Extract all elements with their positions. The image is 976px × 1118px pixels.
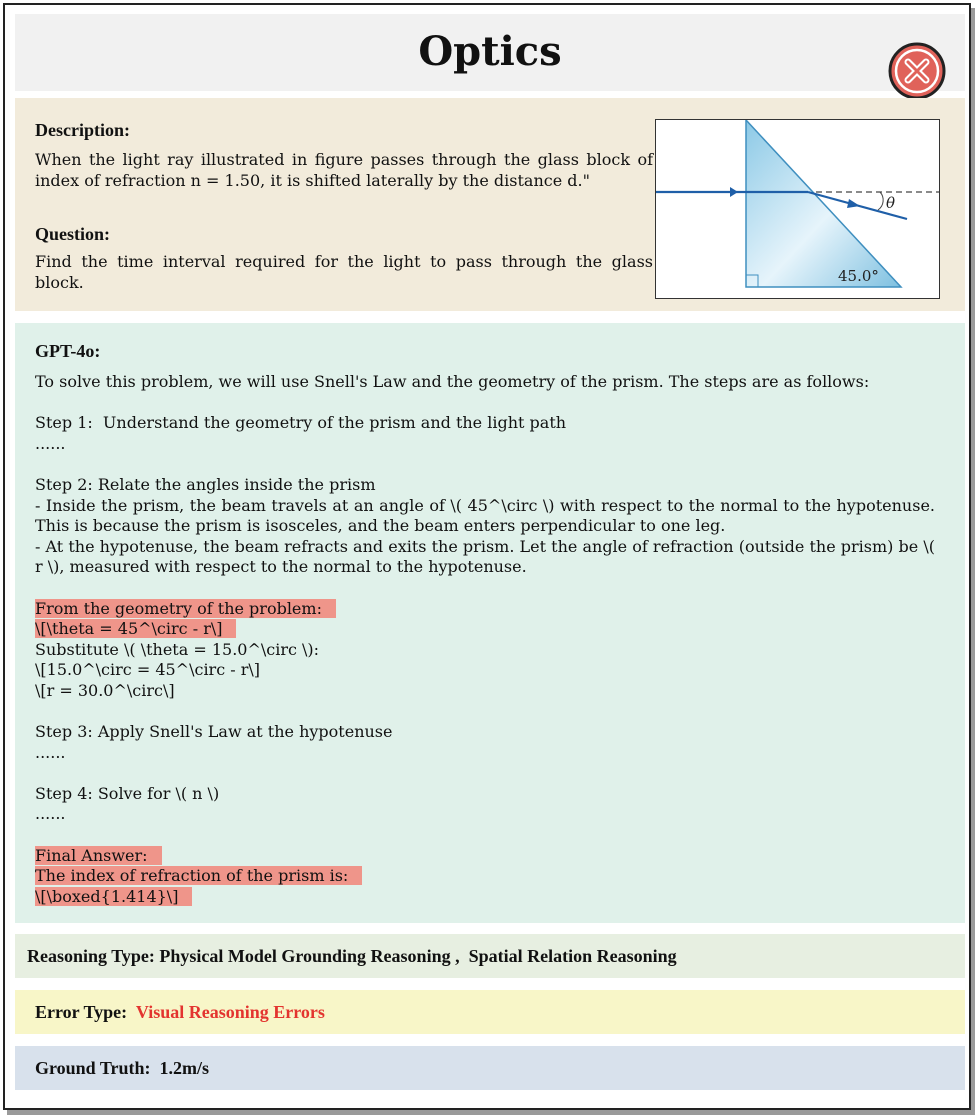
error-type-row — [15, 990, 965, 1034]
highlighted-geometry-line: From the geometry of the problem: — [35, 599, 336, 618]
final-answer-label: Final Answer: — [35, 846, 162, 865]
page-title: Optics — [418, 28, 562, 75]
question-label: Question: — [35, 224, 111, 244]
step2-paragraph-2: - At the hypotenuse, the beam refracts and exits the prism. Let the angle of refraction (outside the prism) be \( r \), measured with respect to the normal to the hypotenuse. — [35, 536, 935, 577]
ray-arrow-1 — [730, 187, 738, 197]
final-answer-text: The index of refraction of the prism is: — [35, 866, 362, 885]
glass-prism — [746, 120, 901, 287]
substitute-equation: \[15.0^\circ = 45^\circ - r\] — [35, 660, 261, 680]
r-equation: \[r = 30.0^\circ\] — [35, 680, 175, 700]
prism-figure — [655, 119, 940, 299]
description-text: When the light ray illustrated in figure passes through the glass block of index of refraction n = 1.50, it is shifted laterally by the distance d." — [35, 150, 653, 190]
problem-panel — [15, 98, 965, 311]
step4-text: Step 4: Solve for \( n \) — [35, 783, 220, 803]
description-label: Description: — [35, 120, 130, 140]
reasoning-type-label: Reasoning Type: — [27, 946, 155, 966]
model-label: GPT-4o: — [35, 341, 101, 361]
step3-text: Step 3: Apply Snell's Law at the hypotenuse — [35, 722, 393, 742]
step3-ellipsis: ...... — [35, 742, 66, 762]
step1-ellipsis: ...... — [35, 433, 66, 453]
header-bar — [15, 14, 965, 91]
close-x-circle-icon[interactable] — [886, 40, 948, 102]
theta-label: θ — [886, 194, 896, 212]
ground-truth-label: Ground Truth: — [35, 1058, 151, 1078]
answer-intro: To solve this problem, we will use Snell's Law and the geometry of the prism. The steps are as follows: — [35, 372, 870, 391]
substitute-line: Substitute \( \theta = 15.0^\circ \): — [35, 639, 320, 659]
step2-paragraph-1: - Inside the prism, the beam travels at an angle of \( 45^\circ \) with respect to the normal to the hypotenuse. This is because the prism is isosceles, and the beam enters perpendicular to one leg. — [35, 495, 935, 536]
step4-ellipsis: ...... — [35, 804, 66, 824]
reasoning-type-row — [15, 934, 965, 978]
final-answer-value: \[\boxed{1.414}\] — [35, 887, 192, 906]
model-answer-panel — [15, 323, 965, 923]
angle-label: 45.0° — [838, 267, 879, 285]
theta-arc — [878, 192, 883, 210]
reasoning-type-value: Physical Model Grounding Reasoning , Spatial Relation Reasoning — [159, 946, 677, 966]
ground-truth-value: 1.2m/s — [159, 1058, 210, 1078]
error-type-label: Error Type: — [35, 1002, 128, 1022]
step1-text: Step 1: Understand the geometry of the prism and the light path — [35, 413, 567, 433]
error-type-value: Visual Reasoning Errors — [135, 1002, 325, 1022]
answer-body — [35, 372, 935, 907]
question-text: Find the time interval required for the light to pass through the glass block. — [35, 252, 653, 292]
step2-text: Step 2: Relate the angles inside the prism — [35, 474, 376, 494]
ground-truth-row — [15, 1046, 965, 1090]
highlighted-theta-equation: \[\theta = 45^\circ - r\] — [35, 619, 236, 638]
